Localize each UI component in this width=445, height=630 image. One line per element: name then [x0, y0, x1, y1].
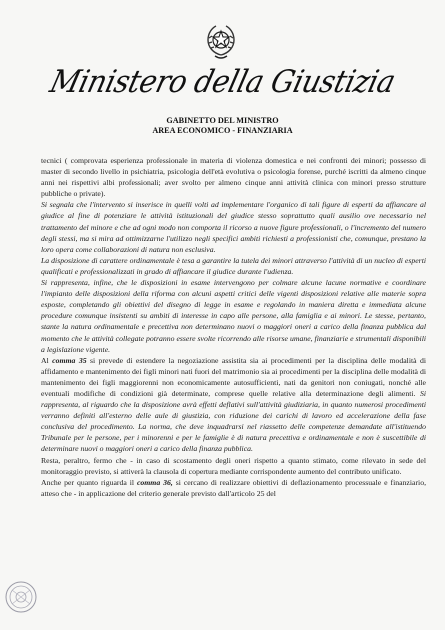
- ministry-title: Ministero della Giustizia: [46, 64, 399, 100]
- body-text: [41, 155, 426, 499]
- paragraph-6: Resta, peraltro, fermo che - in caso di scostamento degli oneri rispetto a quanto stimato, come rilevato in sede del monitoraggio previsto, si attiverà la clausola di copertura mediante corrispondente aumento del contributo unificato.: [41, 455, 426, 476]
- paragraph-5-italic: Si rappresenta, al riguardo che la disposizione avrà effetti deflativi sull'attività giudiziaria, in quanto numerosi procedimenti verranno definiti all'esterno delle aule di giustizia, con riduzione dei carichi di lavoro ed accelerazione della fase conclusiva del procedimento. La norma, che deve inquadrarsi nel riassetto delle competenze demandate all'istituendo Tribunale per le persone, per i minorenni e per le famiglie è di natura precettiva e ordinamentale e non è suscettibile di determinare nuovi o maggiori oneri a carico della finanza pubblica.: [41, 388, 426, 454]
- seal-icon: [4, 580, 38, 614]
- paragraph-2: Si segnala che l'intervento si inserisce in quelli volti ad implementare l'organico di tali figure di esperti da affiancare al giudice al fine di potenziare le attività istituzionali del giudice stesso soprattutto quali ausilio ove necessario nel trattamento del minore e che ad ogni modo non comporta il ricorso a nuove figure professionali, o l'incremento del numero degli stessi, ma si mira ad ottimizzarne l'utilizzo negli specifici ambiti richiesti a professionisti che, comunque, prestano la loro opera come collaborazioni di natura non esclusiva.: [41, 200, 426, 254]
- paragraph-3: La disposizione di carattere ordinamentale è tesa a garantire la tutela dei minori attraverso l'attività di un nucleo di esperti qualificati e professionalizzati in grado di affiancare il giudice durante l'udienza.: [41, 255, 426, 276]
- paragraph-5: [41, 355, 426, 455]
- paragraph-7: [41, 477, 426, 499]
- comma-36-ref: comma 36,: [136, 477, 173, 487]
- area-name: AREA ECONOMICO - FINANZIARIA: [152, 126, 293, 135]
- paragraph-5-lead: Al: [41, 355, 53, 365]
- letterhead-subtitle: [0, 116, 445, 136]
- paragraph-7-lead: Anche per quanto riguarda il: [41, 477, 137, 487]
- emblem-icon: [203, 22, 239, 62]
- paragraph-7-body: si cercano di realizzare obiettivi di deflazionamento processuale e finanziario, atteso che - in applicazione del criterio generale previsto dall'articolo 25 del: [41, 477, 427, 498]
- paragraph-5-body: si prevede di estendere la negoziazione assistita sia ai procedimenti per la disciplina delle modalità di affidamento e mantenimento dei figli minori nati fuori del matrimonio sia ai procedimenti per la disciplina delle modalità di mantenimento dei figli maggiorenni non economicamente autosufficienti, nati da genitori non coniugati, nonché alle eventuali modifiche di condizioni già determinate, comprese quelle relative alla determinazione degli alimenti.: [41, 355, 427, 398]
- cabinet-name: GABINETTO DEL MINISTRO: [166, 116, 279, 125]
- paragraph-1: tecnici ( comprovata esperienza professionale in materia di violenza domestica e nei confronti dei minori; possesso di master di secondo livello in psichiatria, psicologia dell'età evolutiva o psicologia forense, purché iscritti da almeno cinque anni nei rispettivi albi professionali; aver svolto per almeno cinque anni attività clinica con minori presso strutture pubbliche o private).: [41, 156, 426, 199]
- paragraph-4: Si rappresenta, infine, che le disposizioni in esame intervengono per colmare alcune lacune normative e coordinare l'impianto delle disposizioni della riforma con alcuni aspetti critici delle vigenti disposizioni relative alle materie sopra esposte, completando gli obiettivi del disegno di legge in esame e regolando in maniera diretta e immediata alcune procedure comunque insistenti su ambiti di interesse in capo alle persone, alla famiglia e ai minori. Le stesse, pertanto, stante la natura ordinamentale e precettiva non determinano nuovi o maggiori oneri a carico della finanza pubblica dal momento che le attività collegate potranno essere svolte ricorrendo alle risorse umane, finanziarie e strumentali disponibili a legislazione vigente.: [41, 278, 426, 354]
- comma-35-ref: comma 35: [52, 355, 87, 365]
